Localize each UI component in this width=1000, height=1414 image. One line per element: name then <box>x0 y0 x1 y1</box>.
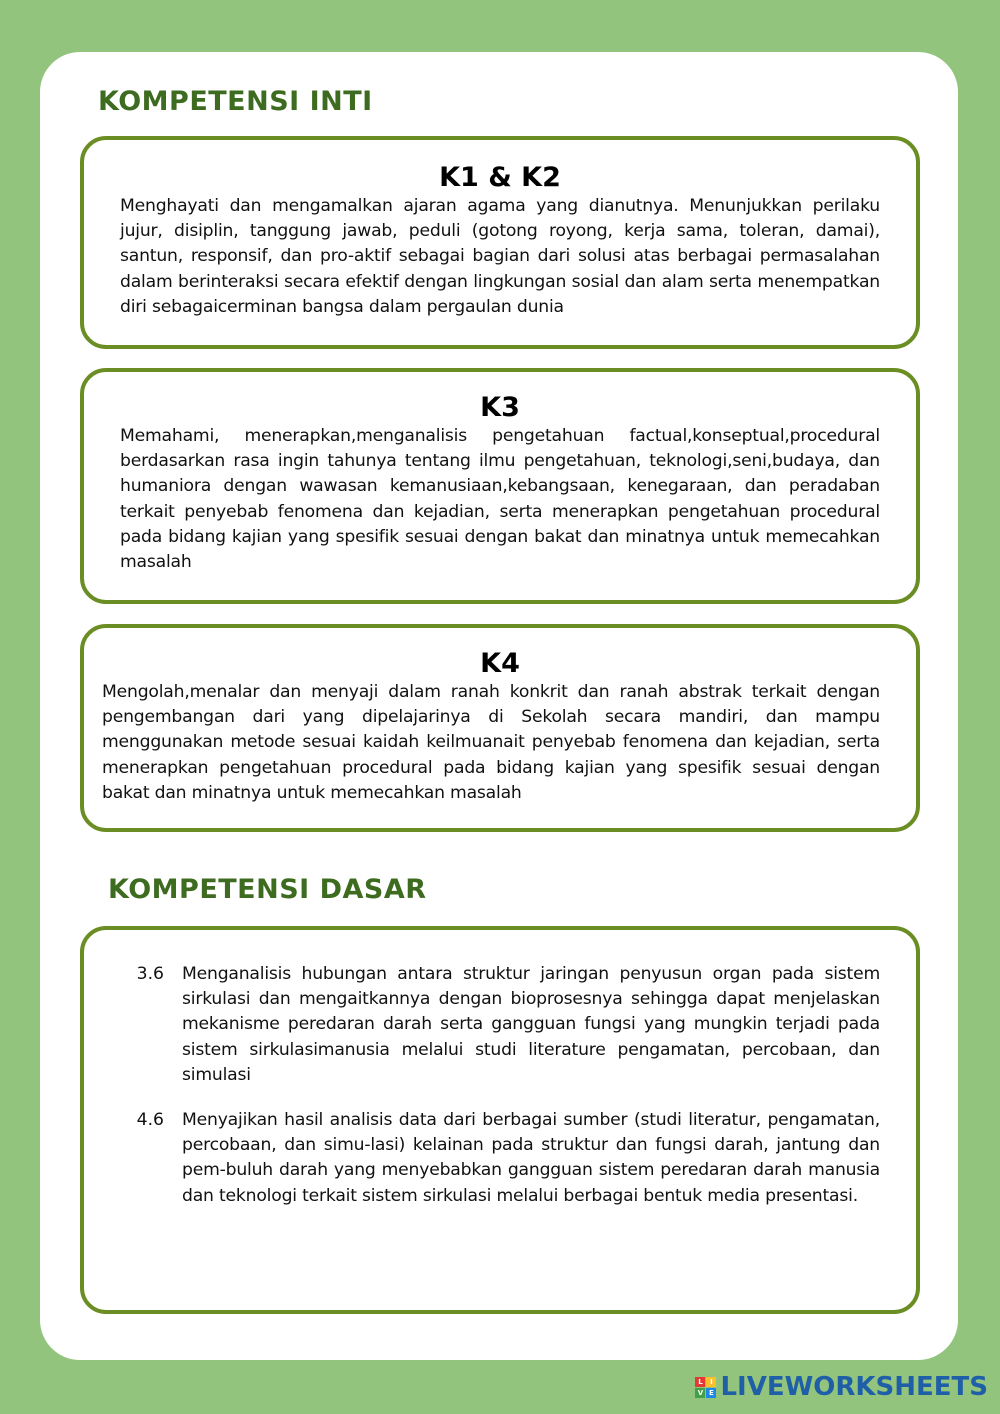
card-k4-title: K4 <box>480 648 520 679</box>
kd-item-number: 3.6 <box>136 964 164 984</box>
card-k4-text: Mengolah,menalar dan menyaji dalam ranah konkrit dan ranah abstrak terkait dengan pengembangan dari yang dipelajarinya di Sekolah secara mandiri, dan mampu menggunakan metode sesuai kaidah keilmuanait penyebab fenomena dan kejadian, serta menerapkan pengetahuan procedural pada bidang kajian yang spesifik sesuai dengan bakat dan minatnya untuk memecahkan masalah <box>102 682 880 803</box>
card-k3-title: K3 <box>480 392 520 423</box>
liveworksheets-brand[interactable] <box>695 1372 988 1402</box>
liveworksheets-logo-icon <box>695 1377 716 1398</box>
card-k3-text: Memahami, menerapkan,menganalisis pengetahuan factual,konseptual,procedural berdasarkan rasa ingin tahunya tentang ilmu pengetahuan, teknologi,seni,budaya, dan humaniora dengan wawasan kemanusiaan,kebangsaan, kenegaraan, dan peradaban terkait penyebab fenomena dan kejadian, serta menerapkan pengetahuan procedural pada bidang kajian yang spesifik sesuai dengan bakat dan minatnya untuk memecahkan masalah <box>120 426 880 573</box>
kd-item-4-6 <box>112 1108 880 1209</box>
liveworksheets-brand-name: LIVEWORKSHEETS <box>720 1372 988 1402</box>
card-k1-k2-title: K1 & K2 <box>439 162 561 193</box>
card-k4 <box>80 624 920 832</box>
kd-item-text: Menganalisis hubungan antara struktur jaringan penyusun organ pada sistem sirkulasi dan mengaitkannya dengan bioprosesnya sehingga dapat menjelaskan mekanisme peredaran darah serta gangguan fungsi yang mungkin terjadi pada sistem sirkulasimanusia melalui studi literature pengamatan, percobaan, dan simulasi <box>182 964 880 1085</box>
card-kompetensi-dasar <box>80 926 920 1314</box>
kompetensi-dasar-heading: KOMPETENSI DASAR <box>108 874 427 905</box>
kd-item-3-6 <box>112 962 880 1088</box>
card-k1-k2-text: Menghayati dan mengamalkan ajaran agama yang dianutnya. Menunjukkan perilaku jujur, disiplin, tanggung jawab, peduli (gotong royong, kerja sama, toleran, damai), santun, responsif, dan pro-aktif sebagai bagian dari solusi atas berbagai permasalahan dalam berinteraksi secara efektif dengan lingkungan sosial dan alam serta menempatkan diri sebagaicerminan bangsa dalam pergaulan dunia <box>120 196 880 317</box>
kompetensi-inti-heading: KOMPETENSI INTI <box>98 86 373 117</box>
logo-letter: I <box>706 1377 716 1387</box>
card-k1-k2 <box>80 136 920 349</box>
logo-letter: E <box>706 1388 716 1398</box>
kd-item-number: 4.6 <box>136 1110 164 1131</box>
logo-letter: V <box>695 1388 705 1398</box>
kd-item-text: Menyajikan hasil analisis data dari berbagai sumber (studi literatur, pengamatan, percobaan, dan simu-lasi) kelainan pada struktur dan fungsi darah, jantung dan pem-buluh darah yang menyebabkan gangguan sistem peredaran darah manusia dan teknologi terkait sistem sirkulasi melalui berbagai bentuk media presentasi. <box>182 1110 880 1206</box>
logo-letter: L <box>695 1377 705 1387</box>
card-k3 <box>80 368 920 604</box>
